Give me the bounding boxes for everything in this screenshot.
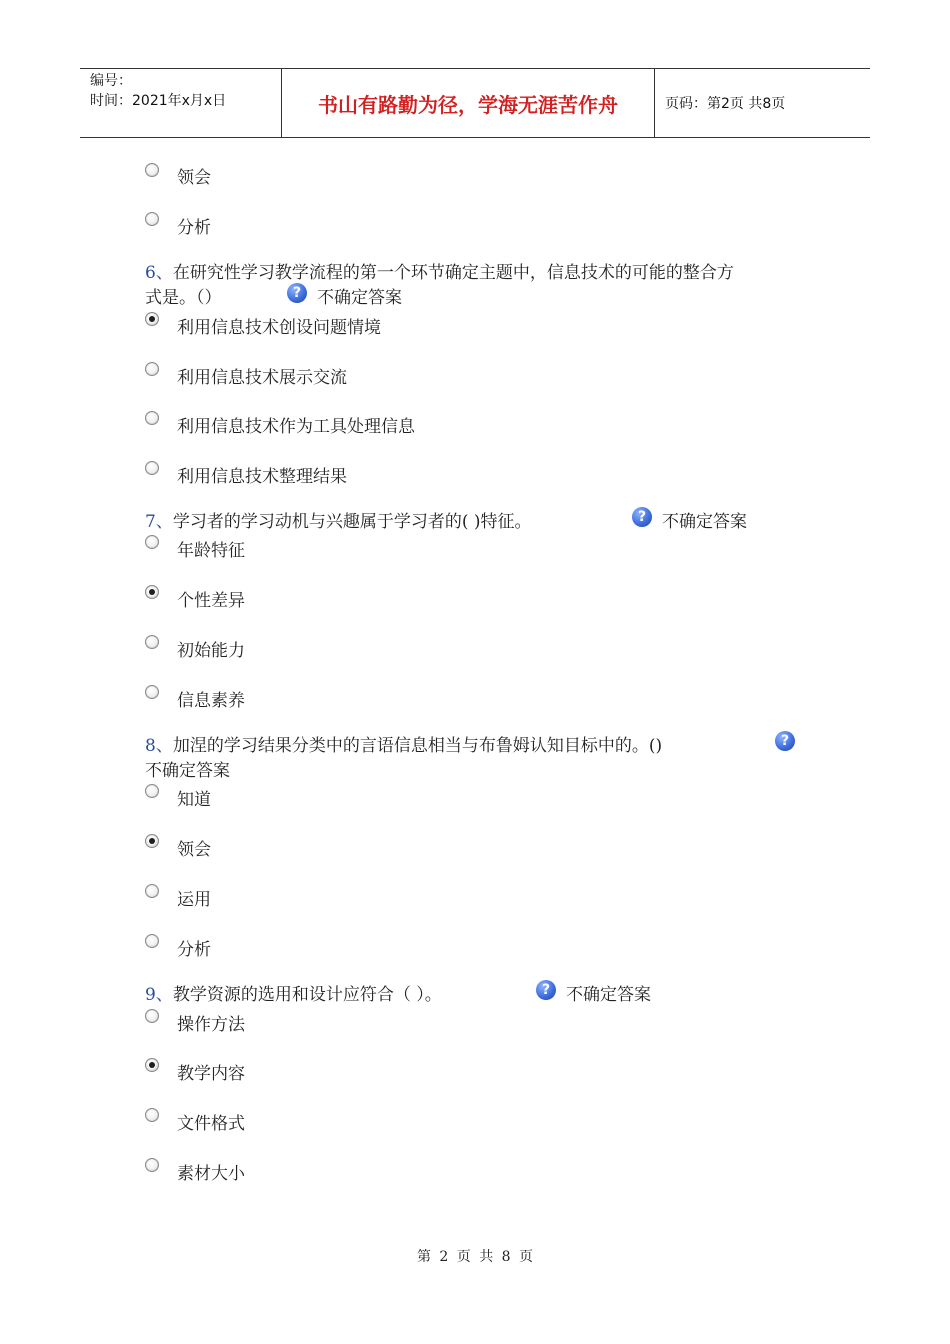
option-label: 知道 (177, 790, 211, 810)
radio-button[interactable] (145, 884, 159, 898)
question-number: 7、 (145, 512, 173, 532)
radio-button-selected[interactable] (145, 312, 159, 326)
option-label: 分析 (177, 218, 211, 238)
page-footer: 第 2 页 共 8 页 (416, 1249, 534, 1265)
question-text-cont: 式是。（） (145, 288, 222, 308)
unsure-answer-link[interactable]: 不确定答案 (662, 512, 747, 532)
option-label: 个性差异 (177, 591, 245, 611)
option-label: 操作方法 (177, 1015, 245, 1035)
help-icon[interactable]: ? (536, 980, 556, 1000)
radio-button[interactable] (145, 535, 159, 549)
option-label: 运用 (177, 890, 211, 910)
option-label: 利用信息技术创设问题情境 (177, 318, 381, 338)
question-stem: 加涅的学习结果分类中的言语信息相当与布鲁姆认知目标中的。() (172, 736, 663, 756)
question-stem: 教学资源的选用和设计应符合（ ）。 (172, 985, 442, 1005)
radio-button[interactable] (145, 163, 159, 177)
option-label: 领会 (177, 840, 211, 860)
unsure-answer-link[interactable]: 不确定答案 (317, 288, 402, 308)
option-label: 利用信息技术整理结果 (177, 467, 347, 487)
unsure-answer-link[interactable]: 不确定答案 (566, 985, 651, 1005)
radio-button[interactable] (145, 1158, 159, 1172)
option-label: 信息素养 (177, 691, 245, 711)
radio-button-selected[interactable] (145, 1058, 159, 1072)
option-label: 利用信息技术作为工具处理信息 (177, 417, 415, 437)
question-stem: 在研究性学习教学流程的第一个环节确定主题中，信息技术的可能的整合方 (172, 263, 734, 283)
help-icon[interactable]: ? (632, 507, 652, 527)
option-label: 文件格式 (177, 1114, 245, 1134)
question-stem: 学习者的学习动机与兴趣属于学习者的( )特征。 (172, 512, 532, 532)
header-page-info: 页码：第2页 共8页 (665, 96, 786, 112)
question-text (145, 258, 734, 283)
header-date-label: 时间：2021年x月x日 (90, 93, 227, 109)
radio-button-selected[interactable] (145, 585, 159, 599)
page-header (80, 68, 870, 138)
radio-button[interactable] (145, 784, 159, 798)
radio-button[interactable] (145, 685, 159, 699)
unsure-answer-link[interactable]: 不确定答案 (145, 761, 230, 781)
radio-button[interactable] (145, 1108, 159, 1122)
help-icon[interactable]: ? (287, 283, 307, 303)
radio-button[interactable] (145, 635, 159, 649)
question-text (145, 731, 662, 756)
question-text (145, 980, 442, 1005)
radio-button[interactable] (145, 411, 159, 425)
radio-button[interactable] (145, 461, 159, 475)
question-number: 6、 (145, 263, 173, 283)
help-icon[interactable]: ? (775, 731, 795, 751)
question-text (145, 507, 532, 532)
option-label: 年龄特征 (177, 541, 245, 561)
option-label: 初始能力 (177, 641, 245, 661)
header-motto: 书山有路勤为径，学海无涯苦作舟 (282, 69, 655, 137)
option-label: 素材大小 (177, 1164, 245, 1184)
radio-button[interactable] (145, 1009, 159, 1023)
radio-button[interactable] (145, 212, 159, 226)
question-number: 9、 (145, 985, 173, 1005)
radio-button[interactable] (145, 362, 159, 376)
option-label: 领会 (177, 168, 211, 188)
header-meta (80, 69, 282, 137)
option-label: 利用信息技术展示交流 (177, 368, 347, 388)
radio-button[interactable] (145, 934, 159, 948)
header-number-label: 编号： (90, 73, 132, 89)
radio-button-selected[interactable] (145, 834, 159, 848)
question-number: 8、 (145, 736, 173, 756)
option-label: 分析 (177, 940, 211, 960)
option-label: 教学内容 (177, 1064, 245, 1084)
